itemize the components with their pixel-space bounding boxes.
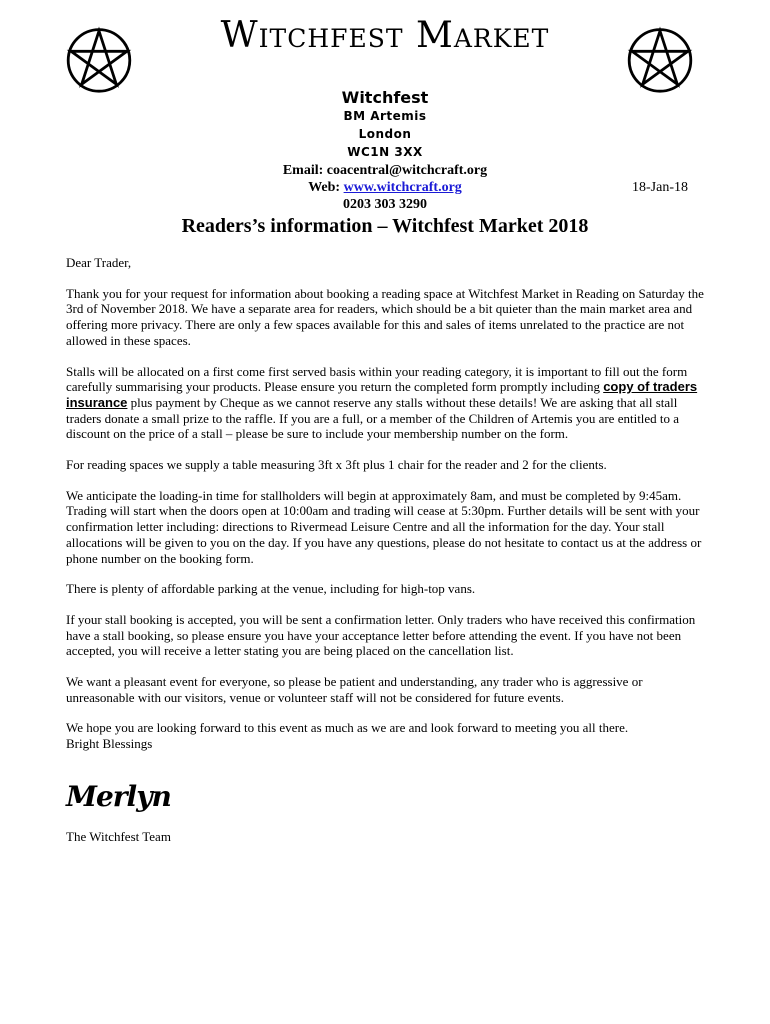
paragraph: We want a pleasant event for everyone, so please be patient and understanding, any trader who is aggressive or unreasonable with our visitors, venue or volunteer staff will not be considered for future events. bbox=[66, 674, 643, 705]
website-link[interactable]: www.witchcraft.org bbox=[343, 180, 462, 195]
address-line: BM Artemis bbox=[343, 109, 427, 123]
paragraph: We hope you are looking forward to this event as much as we are and look forward to meeting you all there. bbox=[66, 720, 629, 736]
address-line: London bbox=[358, 127, 412, 141]
letter-date: 18-Jan-18 bbox=[632, 180, 688, 195]
address-block bbox=[0, 88, 770, 161]
signature: Merlyn bbox=[66, 780, 171, 813]
paragraph-text: plus payment by Cheque as we cannot reserve any stalls without these details! We are asking that all stall traders donate a small prize to the raffle. If you are a full, or a member of the Children of Artemis you are entitled to a discount on the price of a stall – please be sure to include your membership number on the form. bbox=[66, 394, 680, 442]
signoff: The Witchfest Team bbox=[66, 829, 171, 844]
address-org: Witchfest bbox=[341, 88, 429, 107]
letter-body bbox=[66, 255, 706, 752]
paragraph: If your stall booking is accepted, you will be sent a confirmation letter. Only traders who have received this confirmation have a stall booking, so please ensure you have your acceptance letter before attending the event. If you have not been accepted, you will receive a letter stating you are being placed on the cancellation list. bbox=[66, 611, 696, 659]
address-line: WC1N 3XX bbox=[347, 145, 423, 159]
web-label: Web: bbox=[308, 180, 341, 195]
paragraph: For reading spaces we supply a table measuring 3ft x 3ft plus 1 chair for the reader and 2 for the clients. bbox=[66, 457, 607, 473]
masthead-title: Witchfest Market bbox=[220, 15, 550, 56]
email-address: coacentral@witchcraft.org bbox=[326, 163, 488, 178]
closing: Bright Blessings bbox=[66, 736, 153, 752]
greeting: Dear Trader, bbox=[66, 255, 132, 270]
email-label: Email: bbox=[282, 163, 324, 178]
paragraph: There is plenty of affordable parking at the venue, including for high-top vans. bbox=[66, 581, 476, 597]
paragraph: Thank you for your request for information about booking a reading space at Witchfest Market in Reading on Saturday the 3rd of November 2018. We have a separate area for readers, which should be a bit quieter than the main market area and offering more privacy. There are only a few spaces available for this and sales of items unrelated to the practice are not allowed in these spaces. bbox=[66, 285, 704, 348]
email-line bbox=[0, 162, 770, 179]
paragraph bbox=[66, 364, 706, 443]
page-title: Readers’s information – Witchfest Market 2018 bbox=[181, 215, 589, 237]
traders-insurance-link[interactable]: copy of traders insurance bbox=[66, 379, 698, 410]
phone-number: 0203 303 3290 bbox=[343, 197, 427, 212]
paragraph: We anticipate the loading-in time for stallholders will begin at approximately 8am, and must be completed by 9:45am. Trading will start when the doors open at 10:00am and trading will cease at 5:30pm. Further details will be sent with your confirmation letter including: directions to Rivermead Leisure Centre and all the information for the day. Your stall allocations will be given to you on the day. If you have any questions, please do not hesitate to contact us at the address or phone number on the booking form. bbox=[66, 487, 702, 566]
paragraph-text: Stalls will be allocated on a first come first served basis within your reading category, it is important to fill out the form carefully summarising your products. Please ensure you return the completed form promptly including bbox=[66, 363, 688, 395]
